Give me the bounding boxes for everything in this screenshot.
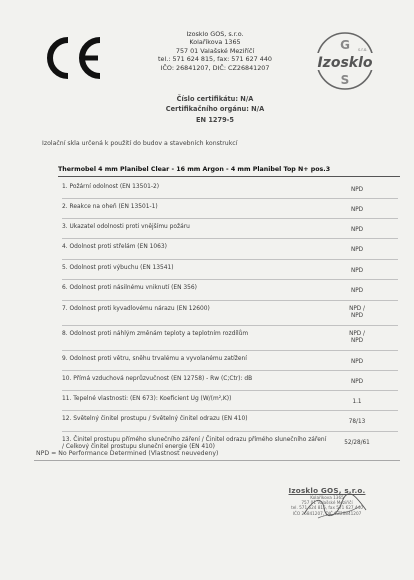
row-divider xyxy=(62,390,398,391)
product-title: Thermobel 4 mm Planibel Clear - 16 mm Argon - 4 mm Planibel Top N+ pos.3 xyxy=(58,166,331,173)
property-value: NPD xyxy=(350,247,364,253)
row-divider xyxy=(62,431,398,432)
row-divider xyxy=(62,198,398,199)
property-value: NPD / NPD xyxy=(349,331,365,345)
property-label: 3. Ukazatel odolnosti proti vnějšímu požáru xyxy=(62,224,190,230)
property-value: 52/28/61 xyxy=(344,440,370,446)
stamp-line: Kolaříkova 1365 xyxy=(310,495,344,500)
company-phone: tel.: 571 624 815, fax: 571 627 440 xyxy=(158,55,272,64)
property-label: 8. Odolnost proti náhlým změnám teploty a teplotním rozdílům xyxy=(62,331,249,337)
logo-bottom-letter: S xyxy=(340,73,350,87)
row-divider xyxy=(62,279,398,280)
intro-text: Izolační skla určená k použití do budov a stavebních konstrukcí xyxy=(42,140,238,147)
property-value: 78/13 xyxy=(348,419,366,425)
property-value: NPD xyxy=(350,288,364,294)
property-label: 9. Odolnost proti větru, sněhu trvalému a vyvolanému zatížení xyxy=(62,356,247,362)
certificate-standard: EN 1279-5 xyxy=(196,115,234,124)
property-label: 2. Reakce na oheň (EN 13501-1) xyxy=(62,204,158,210)
property-value: NPD xyxy=(350,268,364,274)
property-label: 5. Odolnost proti výbuchu (EN 13541) xyxy=(62,265,174,271)
logo-suffix: s.r.o. xyxy=(358,47,368,52)
legend-divider xyxy=(34,460,400,461)
row-divider xyxy=(62,350,398,351)
row-divider xyxy=(62,238,398,239)
property-value: 1.1 xyxy=(352,399,362,405)
row-divider xyxy=(62,410,398,411)
property-value: NPD xyxy=(350,207,364,213)
product-divider xyxy=(58,176,400,177)
property-value: NPD xyxy=(350,359,364,365)
stamp-line: 757 01 Valašské Meziříčí xyxy=(301,500,353,506)
row-divider xyxy=(62,300,398,301)
property-label: 11. Tepelné vlastnosti: (EN 673): Koeficient Ug (W/(m²,K)) xyxy=(62,396,232,402)
property-value: NPD xyxy=(350,187,364,193)
certificate-number: Číslo certifikátu: N/A xyxy=(176,95,254,103)
property-label: 13. Činitel prostupu přímého slunečního záření / Činitel odrazu přímého slunečního záření / Celkový činitel prostupu sluneční energie (EN 410) xyxy=(62,437,327,451)
property-label: 12. Světelný činitel prostupu / Světelný činitel odrazu (EN 410) xyxy=(62,416,248,422)
certificate-body: Certifikačního orgánu: N/A xyxy=(165,105,265,114)
stamp-line: tel. 571 624 815, fax 571 627 440 xyxy=(291,505,363,511)
property-value: NPD xyxy=(350,379,364,385)
property-value: NPD xyxy=(350,227,364,233)
property-label: 10. Přímá vzduchová neprůzvučnost (EN 12758) - Rw (C;Ctr): dB xyxy=(62,376,253,382)
property-value: NPD / NPD xyxy=(349,306,365,320)
row-divider xyxy=(62,325,398,326)
row-divider xyxy=(62,218,398,219)
stamp-line: IČO 26841207, DIČ CZ26841207 xyxy=(292,510,362,516)
logo-text: Izosklo xyxy=(317,55,373,71)
company-city: 757 01 Valašské Meziříčí xyxy=(175,46,255,55)
certificate-block xyxy=(150,94,280,125)
company-ids: IČO: 26841207, DIČ: CZ26841207 xyxy=(160,63,270,72)
stamp-name: Izosklo GOS, s.r.o. xyxy=(288,486,366,495)
npd-legend: NPD = No Performance Determined (Vlastnost neuvedeny) xyxy=(36,450,219,457)
company-address xyxy=(150,30,280,72)
row-divider xyxy=(62,259,398,260)
property-label: 7. Odolnost proti kyvadlovému nárazu (EN 12600) xyxy=(62,306,210,312)
izosklo-logo xyxy=(310,30,380,92)
property-label: 1. Požární odolnost (EN 13501-2) xyxy=(62,184,160,190)
logo-top-letter: G xyxy=(340,38,350,52)
ce-mark-icon xyxy=(44,36,106,80)
company-name: Izosklo GOS, s.r.o. xyxy=(186,30,244,38)
row-divider xyxy=(62,370,398,371)
property-label: 4. Odolnost proti střelám (EN 1063) xyxy=(62,244,167,250)
signature xyxy=(300,492,370,522)
company-street: Kolaříkova 1365 xyxy=(189,38,241,47)
property-label: 6. Odolnost proti násilnému vniknutí (EN 356) xyxy=(62,285,197,291)
